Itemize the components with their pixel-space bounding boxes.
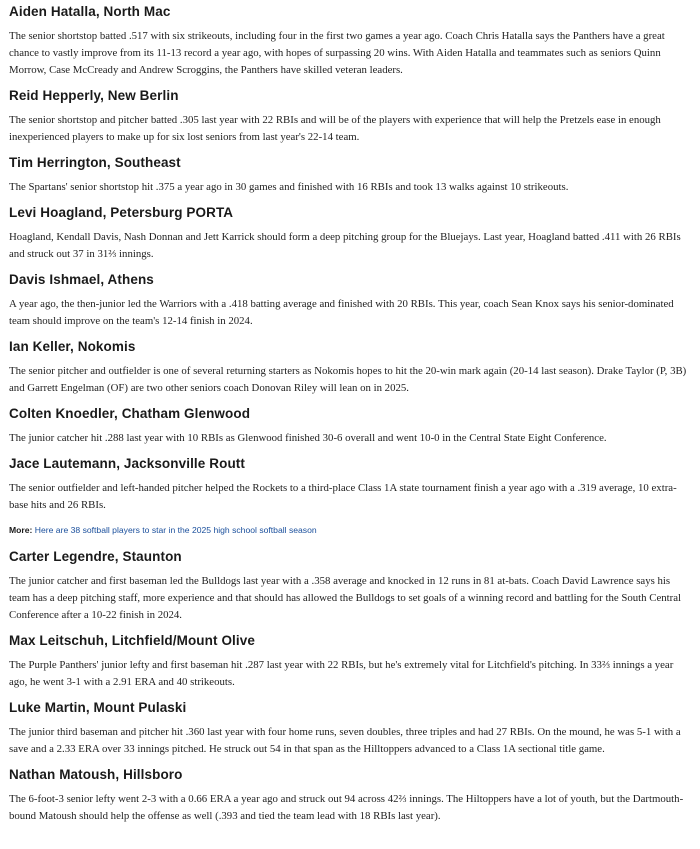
player-description: The junior catcher hit .288 last year with 10 RBIs as Glenwood finished 30-6 overall and went 10-0 in the Central State Eight Conference. <box>9 432 607 444</box>
player-entry <box>9 271 691 330</box>
player-name: Tim Herrington, Southeast <box>9 155 181 170</box>
player-name: Reid Hepperly, New Berlin <box>9 88 179 103</box>
player-entry <box>9 548 691 624</box>
player-name: Davis Ishmael, Athens <box>9 272 154 287</box>
player-entry <box>9 338 691 397</box>
player-name: Jace Lautemann, Jacksonville Routt <box>9 456 245 471</box>
player-name: Nathan Matoush, Hillsboro <box>9 767 183 782</box>
player-name: Colten Knoedler, Chatham Glenwood <box>9 406 251 421</box>
player-description: The 6-foot-3 senior lefty went 2-3 with a 0.66 ERA a year ago and struck out 94 across 42⅔ innings. The Hiltoppers have a lot of youth, but the Dartmouth-bound Matoush should help the offense as well (.393 and tied the team lead with 18 RBIs last year). <box>9 793 684 822</box>
player-name: Carter Legendre, Staunton <box>9 549 182 564</box>
player-description: The senior shortstop batted .517 with six strikeouts, including four in the first two games a year ago. Coach Chris Hatalla says the Panthers have a great chance to vastly improve from its 11-13 record a year ago, with hopes of surpassing 20 wins. With Aiden Hatalla and teammates such as seniors Quinn Morrow, Case McCready and Andrew Scroggins, the Panthers have skilled veteran leaders. <box>9 30 665 76</box>
player-description: The junior third baseman and pitcher hit .360 last year with four home runs, seven doubles, three triples and had 27 RBIs. On the mound, he was 5-1 with a save and a 2.33 ERA over 33 innings pitched. He struck out 54 in that span as the Hilltoppers advanced to a Class 1A sectional title game. <box>9 726 681 755</box>
player-description: The junior catcher and first baseman led the Bulldogs last year with a .358 average and knocked in 12 runs in 81 at-bats. Coach David Lawrence says his team has a deep pitching staff, more experience and that should has allowed the Bulldogs to set goals of a winning record and battling for the South Central Conference after a 10-22 finish in 2024. <box>9 575 682 621</box>
player-entry <box>9 0 691 79</box>
player-name: Max Leitschuh, Litchfield/Mount Olive <box>9 633 255 648</box>
player-entry <box>9 204 691 263</box>
more-label: More: <box>9 525 33 535</box>
player-description: A year ago, the then-junior led the Warriors with a .418 batting average and finished with 20 RBIs. This year, coach Sean Knox says his senior-dominated team should improve on the team's 12-14 finish in 2024. <box>9 298 674 327</box>
player-name: Levi Hoagland, Petersburg PORTA <box>9 205 234 220</box>
player-description: The Spartans' senior shortstop hit .375 a year ago in 30 games and finished with 16 RBIs and took 13 walks against 10 strikeouts. <box>9 181 569 193</box>
player-description: The Purple Panthers' junior lefty and first baseman hit .287 last year with 22 RBIs, but he's extremely vital for Litchfield's pitching. In 33⅔ innings a year ago, he went 3-1 with a 2.91 ERA and 40 strikeouts. <box>9 659 674 688</box>
player-description: The senior outfielder and left-handed pitcher helped the Rockets to a third-place Class 1A state tournament finish a year ago with a .319 average, 10 extra-base hits and 26 RBIs. <box>9 482 677 511</box>
player-entry <box>9 632 691 691</box>
player-name: Ian Keller, Nokomis <box>9 339 136 354</box>
player-description: Hoagland, Kendall Davis, Nash Donnan and Jett Karrick should form a deep pitching group for the Bluejays. Last year, Hoagland batted .411 with 26 RBIs and struck out 37 in 31⅔ innings. <box>9 231 681 260</box>
player-entry <box>9 87 691 146</box>
player-entry <box>9 405 691 447</box>
player-entry <box>9 766 691 825</box>
player-description: The senior pitcher and outfielder is one of several returning starters as Nokomis hopes to hit the 20-win mark again (20-14 last season). Drake Taylor (P, 3B) and Garrett Engelman (OF) are two other seniors coach Donovan Riley will lean on in 2025. <box>9 365 687 394</box>
player-entry <box>9 154 691 196</box>
player-description: The senior shortstop and pitcher batted .305 last year with 22 RBIs and will be of the players with experience that will help the Pretzels ease in enough inexperienced players to make up for six lost seniors from last year's 22-14 team. <box>9 114 661 143</box>
related-article-link[interactable]: Here are 38 softball players to star in the 2025 high school softball season <box>34 525 317 535</box>
player-entry <box>9 455 691 514</box>
player-entry <box>9 699 691 758</box>
player-name: Aiden Hatalla, North Mac <box>9 4 171 19</box>
more-related-link <box>9 523 691 537</box>
player-name: Luke Martin, Mount Pulaski <box>9 700 187 715</box>
